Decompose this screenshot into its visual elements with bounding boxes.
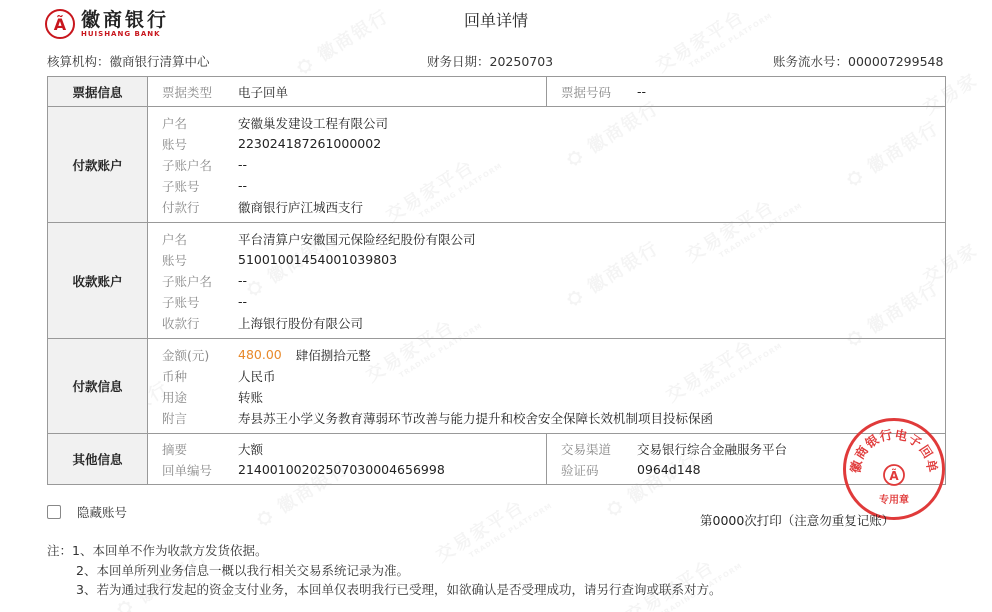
print-count-info: 第0000次打印（注意勿重复记账） bbox=[700, 513, 895, 528]
purpose-label: 用途 bbox=[162, 389, 188, 405]
payer-row bbox=[148, 112, 945, 133]
field-label: 子账户名 bbox=[162, 273, 213, 289]
serial-number-label: 账务流水号： bbox=[773, 54, 849, 69]
other-info-section bbox=[48, 434, 945, 484]
payer-account-number: 223024187261000002 bbox=[238, 136, 382, 151]
amount-in-words: 肆佰捌拾元整 bbox=[295, 347, 371, 363]
bank-name-english: HUISHANG BANK bbox=[81, 29, 161, 38]
payee-name: 平台清算户安徽国元保险经纪股份有限公司 bbox=[238, 231, 476, 247]
payer-bank: 徽商银行庐江城西支行 bbox=[238, 199, 364, 215]
note-item: 注：1、本回单不作为收款方发货依据。 bbox=[47, 543, 268, 558]
serial-number-value: 000007299548 bbox=[848, 54, 944, 69]
summary-value: 大额 bbox=[238, 441, 264, 457]
accounting-org-value: 徽商银行清算中心 bbox=[109, 54, 210, 69]
field-label: 子账号 bbox=[162, 294, 200, 310]
field-label: 付款行 bbox=[162, 199, 200, 215]
receipt-table bbox=[47, 76, 946, 485]
receipt-number-label: 回单编号 bbox=[162, 462, 213, 478]
section-header: 收款账户 bbox=[48, 223, 148, 338]
remark-label: 附言 bbox=[162, 410, 188, 426]
field-label: 子账号 bbox=[162, 178, 200, 194]
verification-code-label: 验证码 bbox=[561, 462, 599, 478]
payer-sub-account-number: -- bbox=[238, 178, 248, 193]
summary-row bbox=[148, 438, 546, 459]
ticket-number-label: 票据号码 bbox=[561, 84, 612, 100]
purpose-value: 转账 bbox=[238, 389, 264, 405]
summary-label: 摘要 bbox=[162, 441, 188, 457]
payee-row bbox=[148, 249, 945, 270]
electronic-receipt-seal bbox=[843, 418, 945, 520]
note-item: 2、本回单所列业务信息一概以我行相关交易系统记录为准。 bbox=[76, 562, 409, 578]
purpose-row bbox=[148, 386, 945, 407]
payee-account-section bbox=[48, 223, 945, 339]
accounting-org-label: 核算机构： bbox=[47, 54, 110, 69]
svg-text:专用章: 专用章 bbox=[879, 495, 909, 506]
svg-text:徽商银行电子回单: 徽商银行电子回单 bbox=[847, 426, 941, 475]
section-header: 其他信息 bbox=[48, 434, 148, 484]
serial-number bbox=[773, 52, 943, 70]
payee-row bbox=[148, 270, 945, 291]
hide-account-label: 隐藏账号 bbox=[77, 505, 128, 520]
currency-label: 币种 bbox=[162, 368, 188, 384]
bank-logo-icon: Ã bbox=[45, 9, 75, 39]
field-label: 户名 bbox=[162, 231, 188, 247]
remark-value: 寿县苏王小学义务教育薄弱环节改善与能力提升和校舍安全保障长效机制项目投标保函 bbox=[238, 410, 714, 426]
page-title: 回单详情 bbox=[463, 11, 528, 30]
payer-sub-account-name: -- bbox=[238, 157, 248, 172]
channel-label: 交易渠道 bbox=[561, 441, 612, 457]
amount-row bbox=[148, 344, 945, 365]
ticket-info-section bbox=[48, 77, 945, 107]
verification-code-value: 0964d148 bbox=[637, 462, 701, 477]
accounting-org bbox=[47, 52, 210, 70]
field-label: 账号 bbox=[162, 136, 188, 152]
payer-row bbox=[148, 133, 945, 154]
payee-row bbox=[148, 291, 945, 312]
field-label: 户名 bbox=[162, 115, 188, 131]
svg-text:Ã: Ã bbox=[889, 469, 899, 483]
field-label: 账号 bbox=[162, 252, 188, 268]
finance-date-label: 财务日期： bbox=[427, 54, 490, 69]
note-item: 3、若为通过我行发起的资金支付业务，本回单仅表明我行已受理，如欲确认是否受理成功，请另行查询或联系对方。 bbox=[76, 582, 722, 597]
payer-row bbox=[148, 196, 945, 217]
finance-date-value: 20250703 bbox=[489, 54, 554, 69]
receipt-number-value: 21400100202507030004656998 bbox=[238, 462, 445, 477]
finance-date bbox=[427, 52, 553, 70]
payee-row bbox=[148, 228, 945, 249]
receipt-number-row bbox=[148, 459, 546, 480]
payee-account-number: 51001001454001039803 bbox=[238, 252, 398, 267]
section-header: 票据信息 bbox=[48, 77, 148, 106]
payer-name: 安徽巢发建设工程有限公司 bbox=[238, 115, 389, 131]
bank-name: 徽商银行 bbox=[81, 8, 170, 31]
payee-sub-account-name: -- bbox=[238, 273, 248, 288]
payee-row bbox=[148, 312, 945, 333]
payment-info-section bbox=[48, 339, 945, 434]
ticket-type-value: 电子回单 bbox=[238, 84, 289, 100]
currency-value: 人民币 bbox=[238, 368, 276, 384]
payer-row bbox=[148, 154, 945, 175]
section-header: 付款信息 bbox=[48, 339, 148, 433]
currency-row bbox=[148, 365, 945, 386]
payer-account-section bbox=[48, 107, 945, 223]
ticket-number-value: -- bbox=[637, 84, 647, 99]
hide-account-checkbox[interactable] bbox=[47, 505, 61, 519]
channel-value: 交易银行综合金融服务平台 bbox=[637, 441, 788, 457]
ticket-type-label: 票据类型 bbox=[162, 84, 213, 100]
amount-value: 480.00 bbox=[238, 347, 282, 362]
section-header: 付款账户 bbox=[48, 107, 148, 222]
notes bbox=[47, 541, 721, 600]
field-label: 收款行 bbox=[162, 315, 200, 331]
payee-sub-account-number: -- bbox=[238, 294, 248, 309]
remark-row bbox=[148, 407, 945, 428]
field-label: 子账户名 bbox=[162, 157, 213, 173]
hide-account-toggle[interactable] bbox=[47, 503, 127, 521]
payer-row bbox=[148, 175, 945, 196]
payee-bank: 上海银行股份有限公司 bbox=[238, 315, 364, 331]
amount-label: 金额(元) bbox=[162, 347, 210, 363]
